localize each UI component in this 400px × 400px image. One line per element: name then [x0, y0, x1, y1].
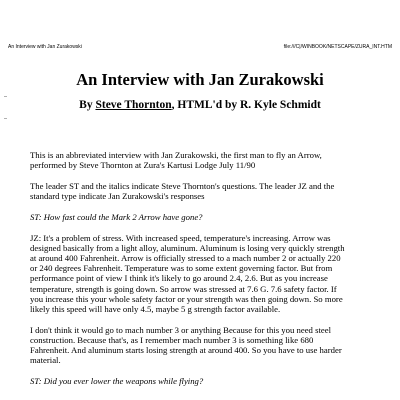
- text-line: temperature, strength is going down. So arrow was stressed at 7.6 G. 7.6 safety factor. If: [30, 283, 337, 294]
- text-line: performed by Steve Thornton at Zura's Kartusi Lodge July 11/90: [30, 160, 256, 171]
- interview-question: [30, 376, 378, 386]
- text-line: The leader ST and the italics indicate Steve Thornton's questions. The leader JZ and the: [30, 180, 335, 191]
- margin-mark: [4, 118, 7, 119]
- text-line: I don't think it would go to mach number 3 or anything Because for this you need steel: [30, 324, 331, 335]
- page-title: An Interview with Jan Zurakowski: [76, 70, 324, 89]
- print-header-path: file:///C|/WINBOOK/NETSCAPE/ZURA_INT.HTM: [283, 44, 392, 50]
- byline-prefix: By: [79, 99, 96, 111]
- text-line: likely this speed will have only 4.5, maybe 5 g strength factor available.: [30, 303, 281, 314]
- author-link[interactable]: Steve Thornton: [95, 99, 172, 111]
- byline-credit: , HTML'd by R. Kyle Schmidt: [171, 99, 321, 111]
- text-line: you increase this your whole safety factor or your strength was then going down. So more: [30, 293, 343, 304]
- intro-paragraph: [30, 150, 378, 170]
- text-line: Fahrenheit. And aluminum starts losing strength at around 400. So you have to use harder: [30, 345, 342, 356]
- byline: [0, 98, 400, 112]
- interview-answer: [30, 233, 378, 315]
- text-line: performance point of view I think it's likely to go around 2.4, 2.6. But as you increase: [30, 273, 328, 284]
- interview-answer: [30, 325, 378, 366]
- text-line: or 240 degrees Fahrenheit. Temperature was to some extent governing factor. But from: [30, 263, 333, 274]
- text-line: at around 400 Fahrenheit. Arrow is officially stressed to a mach number 2 or actually 220: [30, 252, 341, 263]
- text-line: ST: Did you ever lower the weapons while flying?: [30, 375, 204, 386]
- text-line: JZ: It's a problem of stress. With increased speed, temperature's increasing. Arrow was: [30, 232, 331, 243]
- text-line: designed basically from a light alloy, aluminum. Aluminum is losing very quickly strength: [30, 242, 345, 253]
- print-header-title: An Interview with Jan Zurakowski: [8, 44, 82, 50]
- text-line: This is an abbreviated interview with Jan Zurakowski, the first man to fly an Arrow,: [30, 150, 322, 160]
- text-line: material.: [30, 355, 61, 366]
- margin-mark: [4, 96, 7, 97]
- text-line: ST: How fast could the Mark 2 Arrow have gone?: [30, 211, 203, 222]
- print-header: [8, 44, 392, 50]
- intro-paragraph: [30, 181, 378, 201]
- text-line: construction. Because that's, as I remember mach number 3 is something like 680: [30, 334, 314, 345]
- interview-question: [30, 212, 378, 222]
- article-body: [30, 150, 378, 397]
- text-line: standard type indicate Jan Zurakowski's responses: [30, 191, 205, 202]
